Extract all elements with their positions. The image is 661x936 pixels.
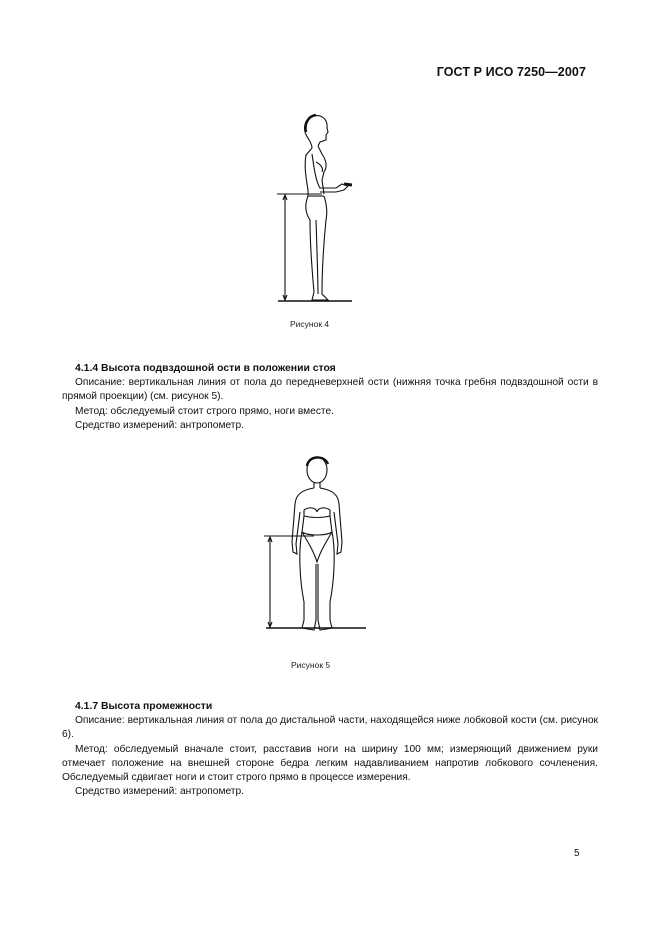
figure-5-caption: Рисунок 5	[291, 660, 331, 670]
page-number: 5	[574, 848, 580, 859]
front-view-standing-figure-icon	[262, 452, 382, 647]
method-paragraph: Метод: обследуемый стоит строго прямо, ноги вместе.	[75, 405, 334, 417]
method-paragraph: Метод: обследуемый вначале стоит, расставив ноги на ширину 100 мм; измеряющий движением руки отмечает положение на внешней стороне бедра легким надавливанием напротив лобкового сочленения. Обследуемый сдвигает ноги и стоит строго прямо в процессе измерения.	[62, 743, 598, 784]
section-4-1-7	[62, 700, 598, 799]
section-title: 4.1.4 Высота подвздошной ости в положении стоя	[75, 363, 336, 374]
section-title: 4.1.7 Высота промежности	[75, 701, 213, 712]
description-paragraph: Описание: вертикальная линия от пола до передневерхней ости (нижняя точка гребня подвздошной ости в прямой проекции) (см. рисунок 5).	[62, 377, 598, 403]
side-view-standing-figure-icon	[260, 110, 390, 310]
figure-4-caption: Рисунок 4	[290, 319, 330, 329]
description-paragraph: Описание: вертикальная линия от пола до дистальной части, находящейся ниже лобковой кости (см. рисунок 6).	[62, 715, 598, 741]
section-4-1-4	[62, 362, 598, 433]
instrument-paragraph: Средство измерений: антропометр.	[75, 419, 244, 431]
instrument-paragraph: Средство измерений: антропометр.	[75, 786, 244, 798]
document-header: ГОСТ Р ИСО 7250—2007	[436, 65, 586, 79]
